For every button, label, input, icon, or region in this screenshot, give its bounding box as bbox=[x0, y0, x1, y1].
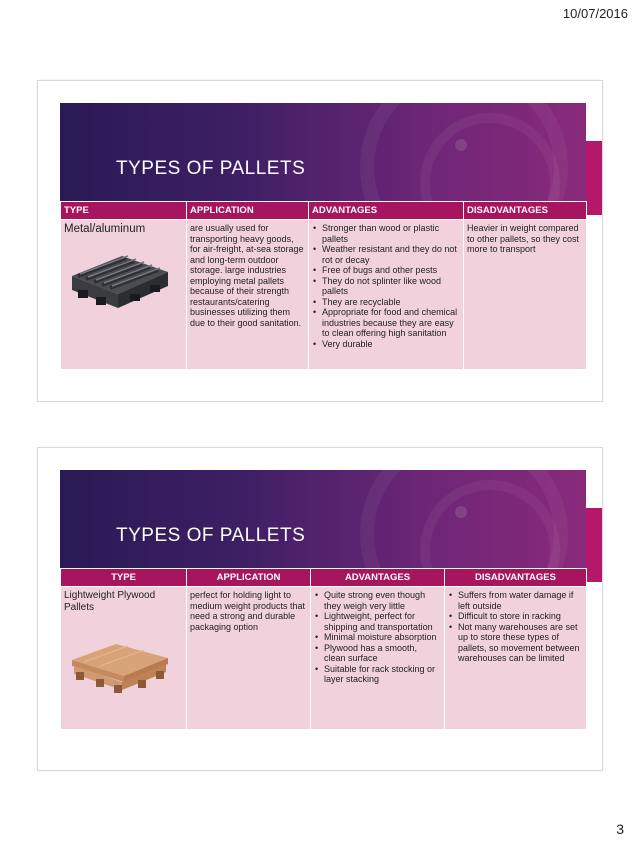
page-date: 10/07/2016 bbox=[562, 6, 628, 21]
list-item: • Appropriate for food and chemical industries because they are easy to clean offering high sanitation bbox=[322, 307, 460, 339]
title-banner bbox=[60, 470, 586, 582]
banner-decoration bbox=[455, 506, 467, 518]
header-type: TYPE bbox=[61, 202, 187, 220]
list-item: • Minimal moisture absorption bbox=[324, 632, 441, 643]
page-number: 3 bbox=[616, 821, 624, 837]
accent-bar bbox=[586, 508, 602, 582]
list-item: • Very durable bbox=[322, 339, 460, 350]
disadvantages-cell bbox=[445, 587, 587, 730]
list-item: • Difficult to store in racking bbox=[458, 611, 583, 622]
header-disadvantages: DISADVANTAGES bbox=[445, 569, 587, 587]
header-type: TYPE bbox=[61, 569, 187, 587]
title-banner bbox=[60, 103, 586, 215]
header-application: APPLICATION bbox=[187, 202, 309, 220]
list-item: • Quite strong even though they weigh very little bbox=[324, 590, 441, 611]
table-row bbox=[61, 220, 587, 370]
type-cell bbox=[61, 220, 187, 370]
advantages-cell bbox=[309, 220, 464, 370]
table-row bbox=[61, 587, 587, 730]
list-item: • They are recyclable bbox=[322, 297, 460, 308]
type-label: Metal/aluminum bbox=[64, 223, 146, 235]
banner-decoration bbox=[455, 139, 467, 151]
list-item: • Free of bugs and other pests bbox=[322, 265, 460, 276]
pallet-table bbox=[60, 201, 587, 370]
disadvantages-cell: Heavier in weight compared to other pallets, so they cost more to transport bbox=[464, 220, 587, 370]
advantages-list bbox=[314, 590, 441, 685]
application-cell: are usually used for transporting heavy goods, for air-freight, at-sea storage and long-term outdoor storage. large industries employing metal pallets because of their strength restaurants/catering businesses utilizing them due to their good sanitation. bbox=[187, 220, 309, 370]
pallet-table bbox=[60, 568, 587, 730]
list-item: • Stronger than wood or plastic pallets bbox=[322, 223, 460, 244]
plywood-pallet-image bbox=[64, 624, 174, 702]
table-header-row bbox=[61, 569, 587, 587]
accent-bar bbox=[586, 141, 602, 215]
type-cell bbox=[61, 587, 187, 730]
advantages-cell bbox=[311, 587, 445, 730]
list-item: • Suffers from water damage if left outside bbox=[458, 590, 583, 611]
metal-pallet-image bbox=[64, 246, 174, 316]
list-item: • Plywood has a smooth, clean surface bbox=[324, 643, 441, 664]
list-item: • They do not splinter like wood pallets bbox=[322, 276, 460, 297]
slide-title: TYPES OF PALLETS bbox=[116, 525, 306, 546]
application-cell: perfect for holding light to medium weight products that need a strong and durable packaging option bbox=[187, 587, 311, 730]
slide-plywood-pallets bbox=[37, 447, 603, 771]
slide-title: TYPES OF PALLETS bbox=[116, 158, 306, 179]
header-disadvantages: DISADVANTAGES bbox=[464, 202, 587, 220]
type-label: Lightweight Plywood Pallets bbox=[64, 590, 156, 613]
list-item: • Suitable for rack stocking or layer stacking bbox=[324, 664, 441, 685]
list-item: • Not many warehouses are set up to store these types of pallets, so movement between warehouses can be limited bbox=[458, 622, 583, 664]
header-advantages: ADVANTAGES bbox=[309, 202, 464, 220]
advantages-list bbox=[312, 223, 460, 349]
list-item: • Lightweight, perfect for shipping and transportation bbox=[324, 611, 441, 632]
disadvantages-list bbox=[448, 590, 583, 664]
table-header-row bbox=[61, 202, 587, 220]
header-application: APPLICATION bbox=[187, 569, 311, 587]
list-item: • Weather resistant and they do not rot or decay bbox=[322, 244, 460, 265]
slide-metal-pallets bbox=[37, 80, 603, 402]
header-advantages: ADVANTAGES bbox=[311, 569, 445, 587]
